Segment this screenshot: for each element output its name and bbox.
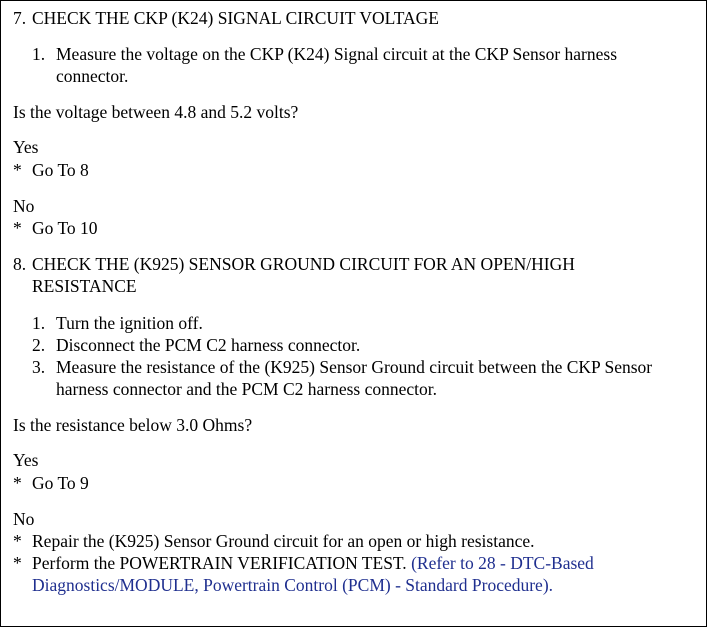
substep-number: 2.	[32, 335, 46, 355]
no-item-text: Go To 10	[32, 218, 98, 238]
bullet-star: *	[13, 218, 22, 238]
step-8-question: Is the resistance below 3.0 Ohms?	[13, 415, 253, 435]
step-8-number: 8.	[13, 254, 27, 274]
bullet-star: *	[13, 473, 22, 493]
step-8	[1, 253, 661, 297]
step-7-number: 7.	[13, 8, 27, 28]
step-7-yes-item	[1, 159, 89, 181]
substep-number: 1.	[32, 313, 46, 333]
step-7	[1, 7, 701, 29]
step-8-heading	[1, 253, 661, 297]
step-8-title: CHECK THE (K925) SENSOR GROUND CIRCUIT FOR AN OPEN/HIGH RESISTANCE	[32, 254, 575, 296]
substep-item	[1, 356, 691, 400]
substep-item	[1, 334, 691, 356]
procedure-reference-link[interactable]: (Refer to 28 - DTC-Based Diagnostics/MODULE, Powertrain Control (PCM) - Standard Procedure).	[32, 553, 594, 595]
substep-item	[1, 312, 691, 334]
yes-item-text: Go To 8	[32, 160, 89, 180]
step-8-substeps	[1, 312, 691, 400]
step-7-heading	[1, 7, 701, 29]
step-7-no-label: No	[13, 196, 35, 216]
bullet-star: *	[13, 531, 22, 551]
step-7-question: Is the voltage between 4.8 and 5.2 volts?	[13, 102, 299, 122]
bullet-star: *	[13, 553, 22, 573]
step-8-no-item-1	[1, 530, 707, 552]
step-8-no-item-2	[1, 552, 702, 596]
step-8-no-label: No	[13, 509, 35, 529]
substep-text: Turn the ignition off.	[56, 313, 203, 333]
substep-text: Measure the voltage on the CKP (K24) Signal circuit at the CKP Sensor harness connector.	[56, 44, 618, 86]
substep-item	[1, 43, 691, 87]
bullet-star: *	[13, 160, 22, 180]
step-7-yes-label: Yes	[13, 137, 39, 157]
substep-text: Measure the resistance of the (K925) Sensor Ground circuit between the CKP Sensor harness connector and the PCM C2 harness connector.	[56, 357, 653, 399]
yes-item-text: Go To 9	[32, 473, 89, 493]
step-7-title: CHECK THE CKP (K24) SIGNAL CIRCUIT VOLTAGE	[32, 8, 439, 28]
substep-number: 3.	[32, 357, 46, 377]
substep-number: 1.	[32, 44, 46, 64]
step-7-substeps	[1, 43, 691, 87]
substep-text: Disconnect the PCM C2 harness connector.	[56, 335, 361, 355]
no-item-text: Perform the POWERTRAIN VERIFICATION TEST.	[32, 553, 407, 573]
step-8-yes-label: Yes	[13, 450, 39, 470]
step-8-yes-item	[1, 472, 89, 494]
step-7-no-item	[1, 217, 98, 239]
no-item-text: Repair the (K925) Sensor Ground circuit for an open or high resistance.	[32, 531, 535, 551]
